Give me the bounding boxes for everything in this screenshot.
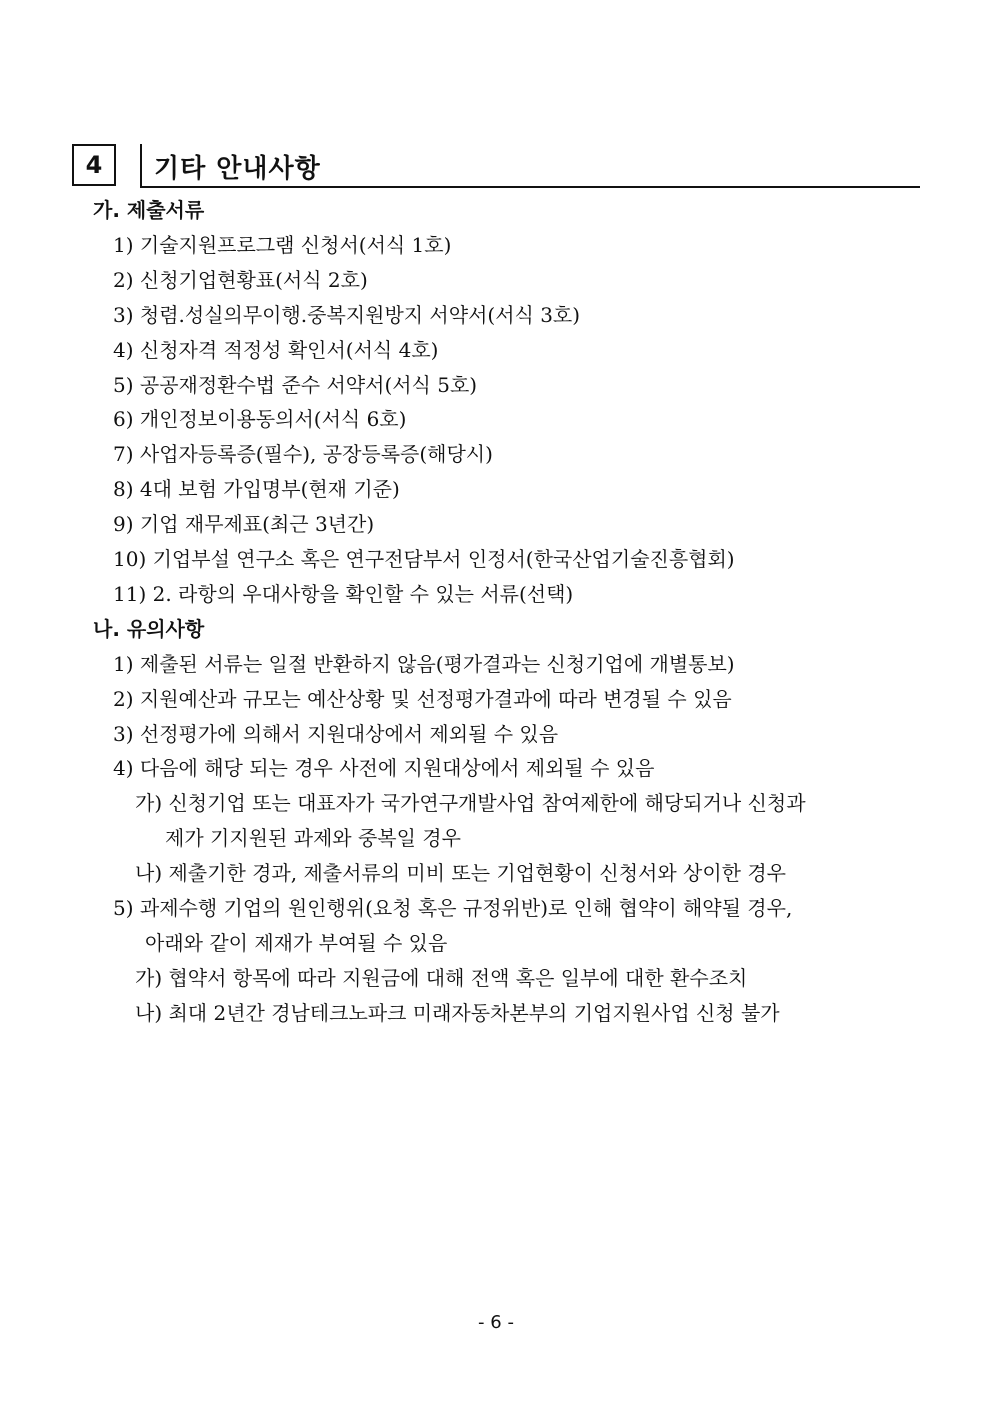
list-item: 5) 과제수행 기업의 원인행위(요청 혹은 규정위반)로 인해 협약이 해약될 경우, (113, 896, 793, 920)
list-item: 9) 기업 재무제표(최근 3년간) (113, 512, 375, 536)
section-header (72, 144, 920, 190)
heading-submission-documents: 가. 제출서류 (93, 198, 205, 222)
list-item: 6) 개인정보이용동의서(서식 6호) (113, 407, 407, 431)
heading-notes: 나. 유의사항 (93, 617, 205, 641)
list-item-continuation: 아래와 같이 제재가 부여될 수 있음 (145, 931, 448, 955)
section-number: 4 (85, 151, 103, 179)
section-title-bar (140, 144, 920, 188)
list-item: 4) 신청자격 적정성 확인서(서식 4호) (113, 338, 439, 362)
sub-list-item: 가) 협약서 항목에 따라 지원금에 대해 전액 혹은 일부에 대한 환수조치 (135, 966, 748, 990)
list-item: 2) 지원예산과 규모는 예산상황 및 선정평가결과에 따라 변경될 수 있음 (113, 687, 732, 711)
list-item: 7) 사업자등록증(필수), 공장등록증(해당시) (113, 442, 493, 466)
list-item: 4) 다음에 해당 되는 경우 사전에 지원대상에서 제외될 수 있음 (113, 756, 655, 780)
list-item: 10) 기업부설 연구소 혹은 연구전담부서 인정서(한국산업기술진흥협회) (113, 547, 735, 571)
list-item: 1) 기술지원프로그램 신청서(서식 1호) (113, 233, 452, 257)
list-item: 11) 2. 라항의 우대사항을 확인할 수 있는 서류(선택) (113, 582, 574, 606)
section-title: 기타 안내사항 (154, 154, 321, 184)
sub-list-item-continuation: 제가 기지원된 과제와 중복일 경우 (165, 826, 461, 850)
page-number: - 6 - (478, 1312, 514, 1333)
section-number-box (72, 144, 116, 186)
list-item: 2) 신청기업현황표(서식 2호) (113, 268, 368, 292)
list-item: 3) 선정평가에 의해서 지원대상에서 제외될 수 있음 (113, 722, 559, 746)
sub-list-item: 가) 신청기업 또는 대표자가 국가연구개발사업 참여제한에 해당되거나 신청과 (135, 791, 806, 815)
list-item: 3) 청렴.성실의무이행.중복지원방지 서약서(서식 3호) (113, 303, 581, 327)
list-item: 1) 제출된 서류는 일절 반환하지 않음(평가결과는 신청기업에 개별통보) (113, 652, 735, 676)
sub-list-item: 나) 제출기한 경과, 제출서류의 미비 또는 기업현황이 신청서와 상이한 경우 (135, 861, 786, 885)
list-item: 8) 4대 보험 가입명부(현재 기준) (113, 477, 400, 501)
list-item: 5) 공공재정환수법 준수 서약서(서식 5호) (113, 373, 478, 397)
sub-list-item: 나) 최대 2년간 경남테크노파크 미래자동차본부의 기업지원사업 신청 불가 (135, 1001, 780, 1025)
